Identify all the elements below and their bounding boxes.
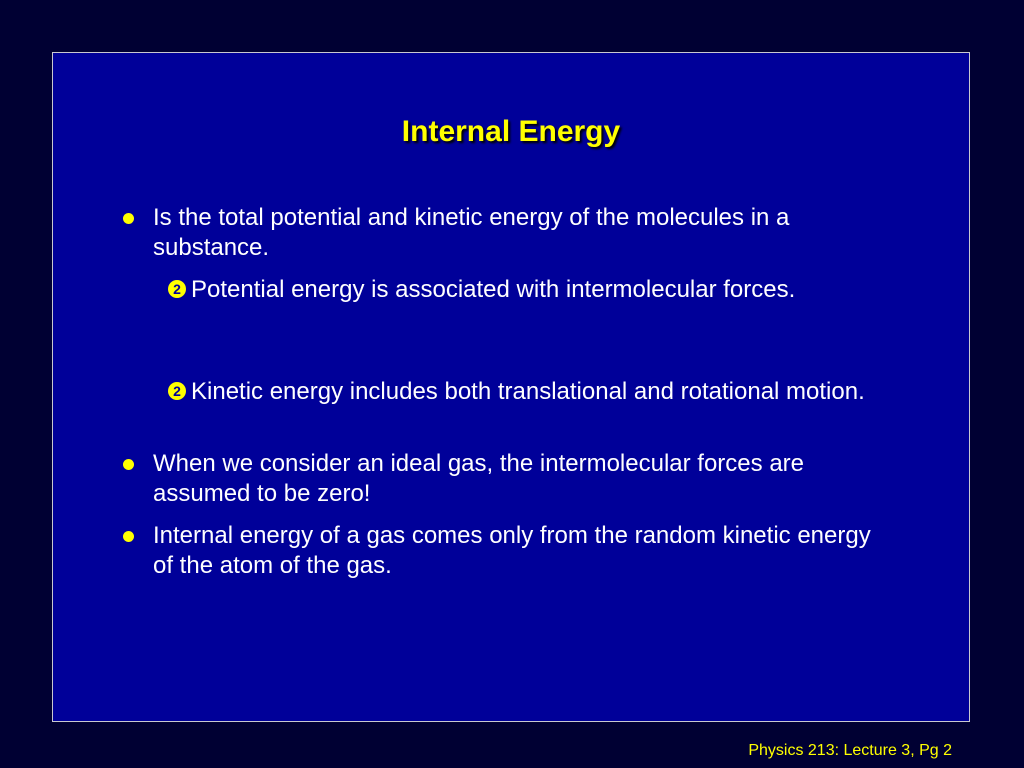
slide-footer: Physics 213: Lecture 3, Pg 2: [748, 742, 952, 759]
numbered-bullet-icon: 2: [168, 382, 186, 400]
bullet-item: [153, 449, 893, 509]
sub-bullet-text: Potential energy is associated with intermolecular forces.: [191, 276, 796, 303]
sub-bullet-item: [173, 377, 903, 407]
bullet-text: When we consider an ideal gas, the intermolecular forces are assumed to be zero!: [153, 450, 804, 507]
bullet-item: [153, 203, 893, 263]
slide-panel: [52, 52, 970, 722]
sub-bullet-text: Kinetic energy includes both translational and rotational motion.: [191, 378, 865, 405]
slide-title: Internal Energy: [401, 115, 621, 148]
bullet-icon: [123, 531, 134, 542]
bullet-icon: [123, 213, 134, 224]
bullet-text: Internal energy of a gas comes only from the random kinetic energy of the atom of the gas.: [153, 522, 871, 579]
bullet-text: Is the total potential and kinetic energy of the molecules in a substance.: [153, 204, 790, 261]
sub-bullet-item: [173, 275, 903, 305]
bullet-item: [153, 521, 893, 581]
numbered-bullet-icon: 2: [168, 280, 186, 298]
bullet-icon: [123, 459, 134, 470]
